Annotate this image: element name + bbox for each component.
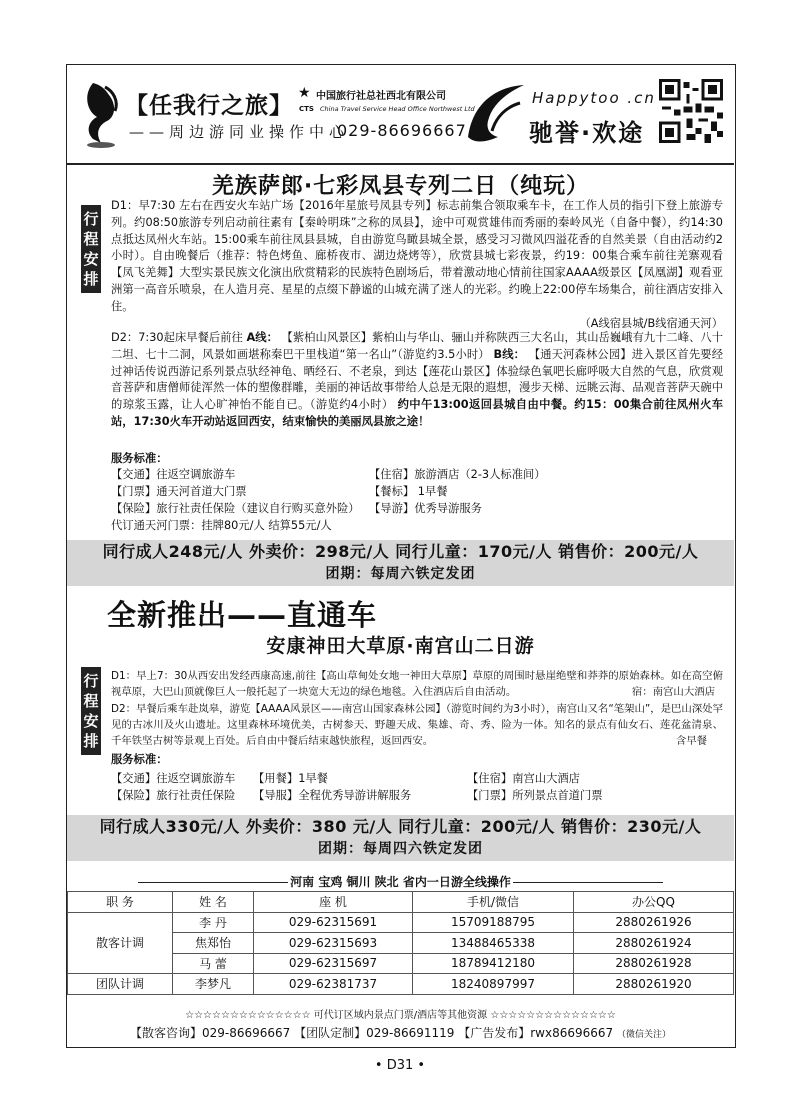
tour2-day2 (111, 701, 723, 749)
brand-subtitle: ——周边游同业操作中心 (129, 123, 350, 141)
contacts-heading (67, 873, 734, 890)
brand-name: 【任我行之旅】 (125, 93, 293, 119)
tour1-day2-intro: D2：7:30起床早餐后前往 (111, 331, 243, 344)
tour2-schedule-tag: 行程安排 (81, 667, 101, 755)
tour2-svc-insurance: 【保险】旅行社责任保险 (111, 789, 236, 802)
dept-cell: 团队计调 (68, 974, 173, 995)
tour1-day1 (111, 198, 723, 332)
tour1-service-title: 服务标准： (111, 452, 168, 465)
tour1-svc-meal: 【餐标】 1早餐 (369, 485, 448, 498)
tour2-svc-ticket: 【门票】所列景点首道门票 (467, 789, 603, 802)
col-header-qq: 办公QQ (574, 892, 734, 913)
tour1-price-line: 同行成人248元/人 外卖价：298元/人 同行儿童：170元/人 销售价：200元/人 (102, 542, 699, 561)
qq-cell: 2880261926 (574, 912, 734, 933)
tour2-price-bar (67, 815, 734, 861)
tour1-svc-ticket: 【门票】通天河首道大门票 (111, 485, 247, 498)
tour1-day2-text-b: 【通天河森林公园】进入景区首先要经过神话传说西游记系列景点驮经神龟、晒经石、不老泉，到达【莲花山景区】体验绿色氧吧长廊呼吸大自然的气息，欣赏观音菩萨和唐僧师徒浑然一体的塑像群雕，美丽的神话故事带给人总是无限的遐想，漫步天梯、远眺云海、品观音菩萨天碗中的琼浆玉露，让人心旷神怡不能自已。（游览约4小时） (111, 347, 723, 412)
page-number: • D31 • (374, 1058, 426, 1073)
tour1-svc-stay: 【住宿】旅游酒店（2-3人标准间） (369, 468, 546, 481)
brand-calligraphy-logo-icon (79, 77, 123, 149)
table-row (68, 974, 734, 995)
heading-rule-left (138, 882, 288, 883)
qq-cell: 2880261928 (574, 953, 734, 974)
tour2-svc-guide: 【导服】全程优秀导游讲解服务 (253, 789, 412, 802)
tour2-day1 (111, 668, 723, 700)
contacts-heading-text: 河南 宝鸡 铜川 陕北 省内一日游全线操作 (290, 875, 511, 889)
page-frame (66, 64, 736, 1048)
happytoo-swoosh-logo-icon (462, 77, 532, 147)
table-row (68, 912, 734, 933)
contacts-table (67, 891, 734, 995)
tour1-day1-note: （A线宿县城/B线宿通天河） (579, 316, 723, 330)
tour2-day2-text: D2：早餐后乘车赴岚皋，游览【AAAA风景区——南宫山国家森林公园】（游览时间约为3小时），南宫山又名“笔架山”，是巴山深处罕见的古冰川及火山遗址。这里森林环境优美，古树参天、野趣天成、集雄、奇、秀、险为一体。知名的景点有仙女石、莲花盆清泉、千年铁坚古树等景观上百处。后自由中餐后结束越快旅程，返回西安。 (111, 703, 723, 747)
col-header-role: 职 务 (68, 892, 173, 913)
tour1-svc-traffic: 【交通】往返空调旅游车 (111, 468, 236, 481)
mobile-cell: 18789412180 (413, 953, 574, 974)
tour1-title: 羌族萨郎·七彩凤县专列二日（纯玩） (211, 174, 590, 199)
dept-cell: 散客计调 (68, 912, 173, 974)
name-cell: 李梦凡 (173, 974, 254, 995)
tour2-day1-note: 宿：南宫山大酒店 (631, 686, 715, 698)
tour2-svc-meal: 【用餐】1早餐 (253, 772, 328, 785)
tel-cell: 029-62381737 (254, 974, 413, 995)
contacts-footer (67, 1024, 734, 1041)
tour2-svc-traffic: 【交通】往返空调旅游车 (111, 772, 236, 785)
cts-english-name: China Travel Service Head Office Northwest Ltd (320, 105, 475, 113)
qr-code-icon (659, 79, 723, 143)
col-header-mobile: 手机/微信 (413, 892, 574, 913)
tour2-group-line: 团期：每周四六铁定发团 (318, 841, 483, 857)
col-header-tel: 座 机 (254, 892, 413, 913)
cts-star-icon: ★ (298, 85, 311, 101)
name-cell: 焦郑怡 (173, 933, 254, 954)
tour1-svc-extra: 代订通天河门票：挂牌80元/人 结算55元/人 (111, 519, 332, 532)
tour1-day2-line-a: A线： (246, 331, 278, 344)
tour1-day2-text-a: 【紫柏山风景区】紫柏山与华山、骊山并称陕西三大名山，其山岳巍峨有九十二峰、八十二坦、七十二洞，风景如画堪称秦巴干里栈道“第一名山”（游览约3.5小时） (111, 331, 724, 361)
mobile-cell: 15709188795 (413, 912, 574, 933)
tour1-day2-line-b: B线： (493, 347, 526, 361)
tour1-svc-insurance: 【保险】旅行社责任保险（建议自行购买意外险） (111, 502, 360, 515)
table-header-row (68, 892, 734, 913)
tour1-day1-text: D1：早7:30 左右在西安火车站广场【2016年星旅号凤县专列】标志前集合领取乘车卡，在工作人员的指引下登上旅游专列。约08:50旅游专列启动前往素有【秦岭明珠”之称的凤县】，途中可观赏雄伟而秀丽的秦岭风光（自备中餐），约14:30点抵达凤州火车站。15:00乘车前往凤县县城，自由游览鸟瞰县城全景，感受习习微风四溢花香的自然美景（自由活动约2小时）。自由晚餐后（推荐：特色烤鱼、廊桥夜市、湖边烧烤等），欣赏县城七彩夜景，约19：00集合乘车前往羌寨观看【凤飞羌舞】大型实景民族文化演出欣赏精彩的民族特色剧场后，带着激动地心情前往国家AAAA级景区【凤凰湖】观看亚洲第一高音乐喷泉，在人造月亮、星星的点缀下静谧的山城充满了迷人的光彩。约晚上22:00停车场集合，前往酒店安排入住。 (111, 199, 723, 313)
tel-cell: 029-62315691 (254, 912, 413, 933)
contacts-stars-note: ☆☆☆☆☆☆☆☆☆☆☆☆☆☆ 可代订区域内景点门票/酒店等其他资源 ☆☆☆☆☆☆☆☆☆☆☆☆☆☆ (185, 1010, 616, 1021)
qq-cell: 2880261924 (574, 933, 734, 954)
header-banner (67, 65, 734, 165)
contacts-footer-note: （微信关注） (617, 1030, 672, 1040)
tour2-day2-note: 含早餐 (675, 735, 707, 747)
cts-company-name: 中国旅行社总社西北有限公司 (316, 91, 446, 102)
tour1-group-line: 团期：每周六铁定发团 (325, 566, 476, 582)
tour2-service-title: 服务标准： (111, 753, 168, 766)
col-header-name: 姓 名 (173, 892, 254, 913)
header-phone: 029-86696667 (337, 121, 467, 140)
cts-tag: CTS (299, 105, 314, 113)
qq-cell: 2880261920 (574, 974, 734, 995)
contacts-footer-text: 【散客咨询】029-86696667 【团队定制】029-86691119 【广告发布】rwx86696667 (129, 1026, 614, 1040)
chiyu-slogan: 驰誉·欢途 (529, 119, 645, 147)
tour1-day2-return: 约中午13:00返回县城自由中餐。约15：00集合前往凤州火车站，17:30火车开动站返回西安，结束愉快的美丽凤县旅之途！ (111, 398, 724, 428)
promo-heading: 全新推出——直通车 (107, 598, 378, 632)
happytoo-logo-text: Happytoo .cn (532, 89, 656, 107)
name-cell: 马 蕾 (173, 953, 254, 974)
tour1-price-bar (67, 540, 734, 586)
tour1-svc-guide: 【导游】优秀导游服务 (369, 502, 482, 515)
tour1-schedule-tag: 行程安排 (81, 205, 101, 293)
mobile-cell: 13488465338 (413, 933, 574, 954)
tel-cell: 029-62315693 (254, 933, 413, 954)
name-cell: 李 丹 (173, 912, 254, 933)
tour2-svc-stay: 【住宿】南宫山大酒店 (467, 772, 580, 785)
heading-rule-right (513, 882, 663, 883)
tour1-day2 (111, 330, 723, 431)
tour2-day1-text: D1：早上7：30从西安出发经西康高速,前往【高山草甸处女地一神田大草原】草原的周围时悬崖绝壁和莽莽的原始森林。如在高空俯视草原，大巴山顶就像巨人一般托起了一块宽大无边的绿色地毯。入住酒店后自由活动。 (111, 670, 723, 698)
mobile-cell: 18240897997 (413, 974, 574, 995)
tel-cell: 029-62315697 (254, 953, 413, 974)
tour2-price-line: 同行成人330元/人 外卖价：380 元/人 同行儿童：200元/人 销售价：230元/人 (99, 817, 702, 836)
tour2-title: 安康神田大草原·南宫山二日游 (266, 635, 535, 657)
